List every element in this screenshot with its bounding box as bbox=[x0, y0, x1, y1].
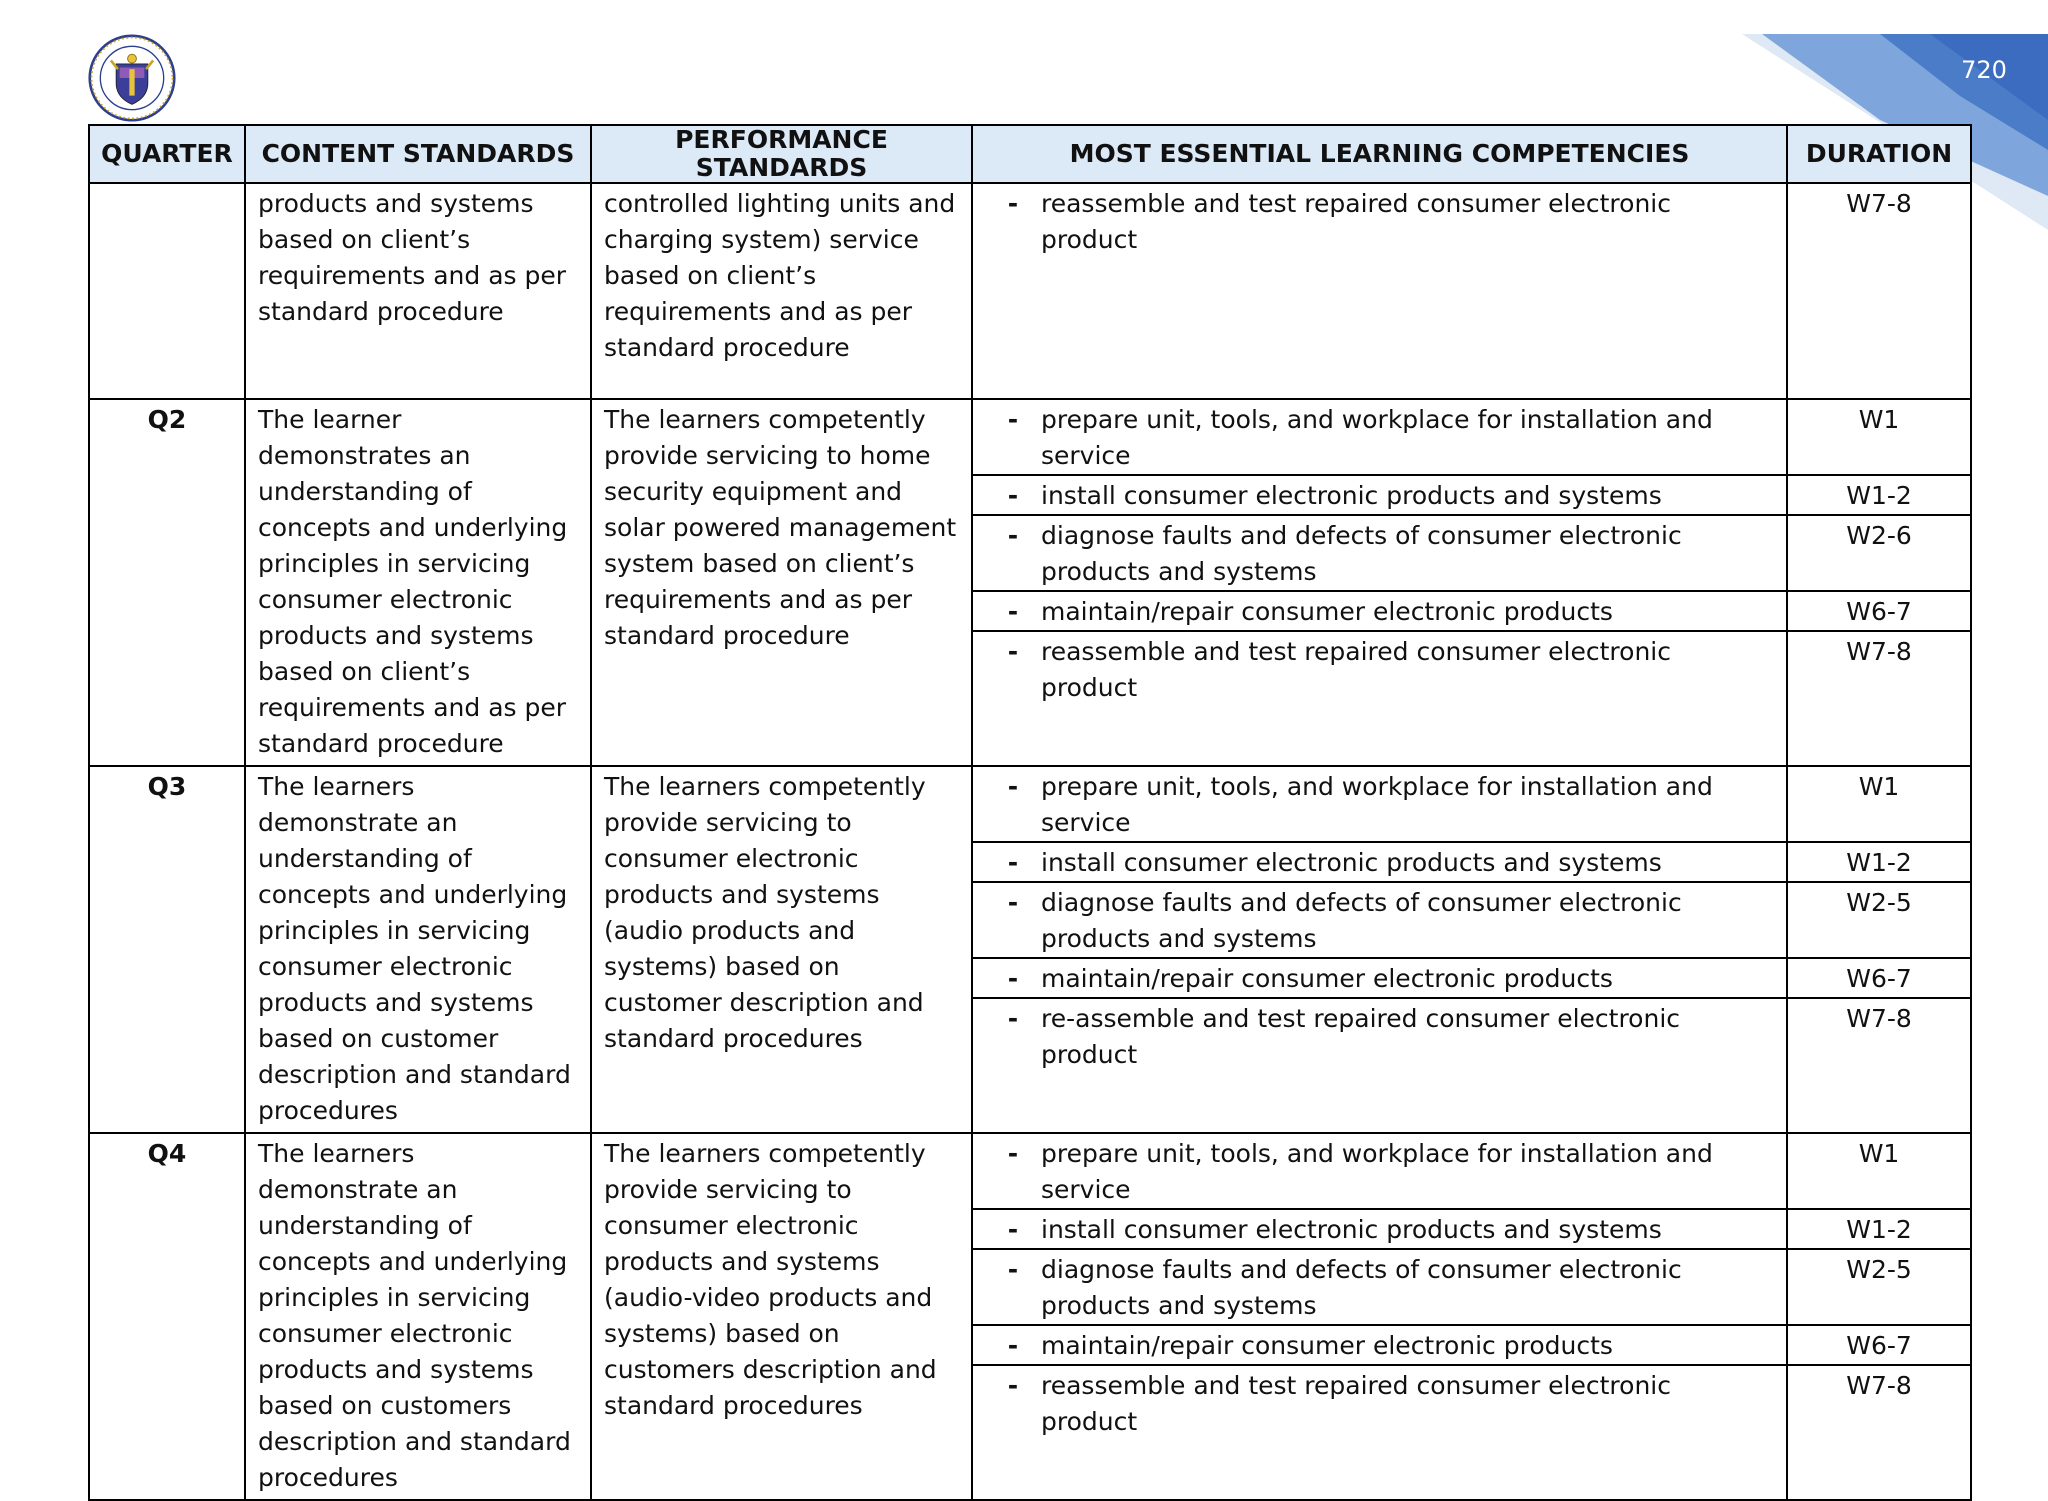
duration-cell: W7-8 bbox=[1787, 998, 1971, 1133]
table-header-row bbox=[89, 125, 1971, 183]
performance-standard-cell bbox=[591, 183, 972, 399]
bullet-dash: - bbox=[1007, 521, 1019, 550]
competency-cell bbox=[972, 1133, 1787, 1209]
performance-standard-text: The learners competently provide servicing to consumer electronic products and systems (audio-video products and systems) based on customers description and standard procedures bbox=[604, 1139, 937, 1420]
bullet-dash: - bbox=[1007, 405, 1019, 434]
competency-cell bbox=[972, 1249, 1787, 1325]
competency-text: install consumer electronic products and systems bbox=[1041, 1215, 1662, 1244]
competency-cell bbox=[972, 998, 1787, 1133]
bullet-dash: - bbox=[1007, 888, 1019, 917]
content-standard-text: products and systems based on client’s requirements and as per standard procedure bbox=[258, 189, 567, 326]
competency-cell bbox=[972, 1209, 1787, 1249]
bullet-dash: - bbox=[1007, 1255, 1019, 1284]
competency-text: maintain/repair consumer electronic products bbox=[1041, 597, 1613, 626]
duration-cell: W6-7 bbox=[1787, 591, 1971, 631]
bullet-dash: - bbox=[1007, 1331, 1019, 1360]
competency-cell bbox=[972, 1365, 1787, 1500]
content-standard-cell bbox=[245, 1133, 591, 1500]
competency-text: maintain/repair consumer electronic products bbox=[1041, 964, 1613, 993]
competency-cell bbox=[972, 842, 1787, 882]
performance-standard-cell bbox=[591, 399, 972, 766]
competency-text: diagnose faults and defects of consumer electronic products and systems bbox=[1041, 888, 1682, 953]
table-row bbox=[89, 766, 1971, 842]
bullet-dash: - bbox=[1007, 481, 1019, 510]
table-row bbox=[89, 183, 1971, 399]
competency-cell bbox=[972, 958, 1787, 998]
header-content-standards: CONTENT STANDARDS bbox=[245, 125, 591, 183]
quarter-cell: Q2 bbox=[89, 399, 245, 766]
content-standard-cell bbox=[245, 766, 591, 1133]
competency-text: prepare unit, tools, and workplace for installation and service bbox=[1041, 405, 1713, 470]
duration-cell: W1-2 bbox=[1787, 1209, 1971, 1249]
competency-text: maintain/repair consumer electronic products bbox=[1041, 1331, 1613, 1360]
content-standard-text: The learners demonstrate an understanding of concepts and underlying principles in servicing consumer electronic products and systems based on customers description and standard procedures bbox=[258, 1139, 571, 1492]
table-row bbox=[89, 399, 1971, 475]
competency-cell bbox=[972, 1325, 1787, 1365]
competency-cell bbox=[972, 766, 1787, 842]
bullet-dash: - bbox=[1007, 1371, 1019, 1400]
performance-standard-text: controlled lighting units and charging system) service based on client’s requirements and as per standard procedure bbox=[604, 189, 956, 362]
duration-cell: W7-8 bbox=[1787, 1365, 1971, 1500]
header-competencies: MOST ESSENTIAL LEARNING COMPETENCIES bbox=[972, 125, 1787, 183]
header-performance-standards: PERFORMANCE STANDARDS bbox=[591, 125, 972, 183]
competency-cell bbox=[972, 591, 1787, 631]
bullet-dash: - bbox=[1007, 637, 1019, 666]
quarter-cell bbox=[89, 183, 245, 399]
performance-standard-cell bbox=[591, 766, 972, 1133]
duration-cell: W7-8 bbox=[1787, 183, 1971, 399]
competency-text: diagnose faults and defects of consumer electronic products and systems bbox=[1041, 1255, 1682, 1320]
deped-seal-icon bbox=[88, 34, 176, 122]
duration-cell: W2-5 bbox=[1787, 882, 1971, 958]
content-standard-text: The learners demonstrate an understanding of concepts and underlying principles in servicing consumer electronic products and systems based on customer description and standard procedures bbox=[258, 772, 571, 1125]
competency-text: re-assemble and test repaired consumer electronic product bbox=[1041, 1004, 1681, 1069]
competency-cell bbox=[972, 475, 1787, 515]
duration-cell: W2-5 bbox=[1787, 1249, 1971, 1325]
bullet-dash: - bbox=[1007, 597, 1019, 626]
competency-cell bbox=[972, 515, 1787, 591]
bullet-dash: - bbox=[1007, 1139, 1019, 1168]
competency-text: diagnose faults and defects of consumer electronic products and systems bbox=[1041, 521, 1682, 586]
competency-cell bbox=[972, 631, 1787, 766]
duration-cell: W6-7 bbox=[1787, 1325, 1971, 1365]
competencies-table bbox=[88, 124, 1972, 1501]
duration-cell: W1 bbox=[1787, 766, 1971, 842]
competency-cell bbox=[972, 399, 1787, 475]
competency-text: reassemble and test repaired consumer electronic product bbox=[1041, 189, 1671, 254]
duration-cell: W2-6 bbox=[1787, 515, 1971, 591]
bullet-dash: - bbox=[1007, 848, 1019, 877]
competency-cell bbox=[972, 882, 1787, 958]
duration-cell: W7-8 bbox=[1787, 631, 1971, 766]
bullet-dash: - bbox=[1007, 1215, 1019, 1244]
quarter-cell: Q4 bbox=[89, 1133, 245, 1500]
header-quarter: QUARTER bbox=[89, 125, 245, 183]
performance-standard-cell bbox=[591, 1133, 972, 1500]
competency-text: prepare unit, tools, and workplace for installation and service bbox=[1041, 772, 1713, 837]
performance-standard-text: The learners competently provide servicing to consumer electronic products and systems (audio products and systems) based on customer description and standard procedures bbox=[604, 772, 926, 1053]
page-number: 720 bbox=[1961, 56, 2007, 84]
duration-cell: W1 bbox=[1787, 1133, 1971, 1209]
bullet-dash: - bbox=[1007, 1004, 1019, 1033]
header-duration: DURATION bbox=[1787, 125, 1971, 183]
duration-cell: W1-2 bbox=[1787, 842, 1971, 882]
duration-cell: W1 bbox=[1787, 399, 1971, 475]
content-standard-cell bbox=[245, 399, 591, 766]
content-standard-text: The learner demonstrates an understanding of concepts and underlying principles in servicing consumer electronic products and systems based on client’s requirements and as per standard procedure bbox=[258, 405, 568, 758]
performance-standard-text: The learners competently provide servicing to home security equipment and solar powered management system based on client’s requirements and as per standard procedure bbox=[604, 405, 957, 650]
table-row bbox=[89, 1133, 1971, 1209]
competency-text: install consumer electronic products and systems bbox=[1041, 848, 1662, 877]
quarter-cell: Q3 bbox=[89, 766, 245, 1133]
competency-text: install consumer electronic products and systems bbox=[1041, 481, 1662, 510]
duration-cell: W1-2 bbox=[1787, 475, 1971, 515]
duration-cell: W6-7 bbox=[1787, 958, 1971, 998]
competency-cell bbox=[972, 183, 1787, 399]
competency-text: prepare unit, tools, and workplace for installation and service bbox=[1041, 1139, 1713, 1204]
competency-text: reassemble and test repaired consumer electronic product bbox=[1041, 1371, 1671, 1436]
bullet-dash: - bbox=[1007, 772, 1019, 801]
competency-text: reassemble and test repaired consumer electronic product bbox=[1041, 637, 1671, 702]
bullet-dash: - bbox=[1007, 964, 1019, 993]
content-standard-cell bbox=[245, 183, 591, 399]
bullet-dash: - bbox=[1007, 189, 1019, 218]
